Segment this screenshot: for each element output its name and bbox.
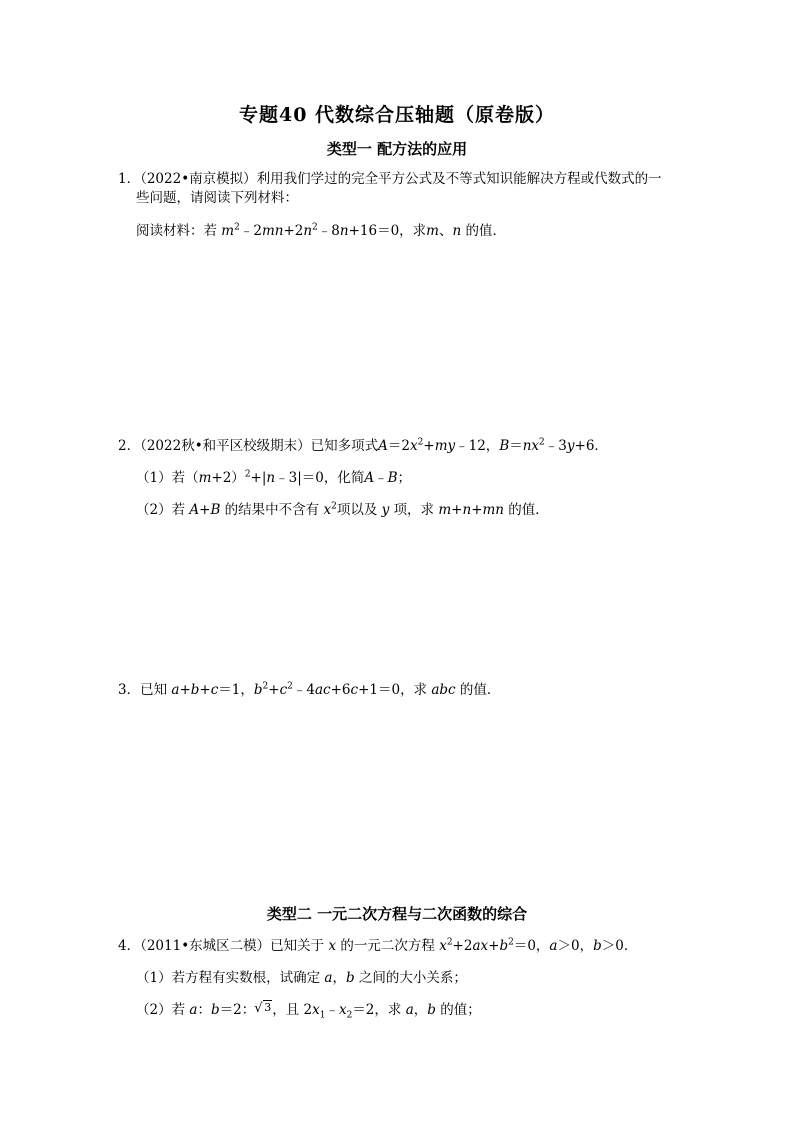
sqrt-3: √ $^3$ bbox=[255, 1001, 272, 1020]
question-source: （2022秋•和平区校级期末） bbox=[140, 438, 311, 454]
question-2-line-1: 2．（2022秋•和平区校级期末）已知多项式$A=2x^2+my﹣12$，$B=nx^2﹣3y+6$． bbox=[118, 437, 608, 454]
section-heading-type-1: 类型一 配方法的应用 bbox=[326, 140, 468, 158]
question-source: （2011•东城区二模） bbox=[140, 938, 271, 954]
question-1-material: 阅读材料：若 $m^2﹣2mn+2n^2﹣8n+16=0$，求m、n 的值． bbox=[136, 222, 506, 239]
section-heading-type-2: 类型二 一元二次方程与二次函数的综合 bbox=[266, 905, 528, 923]
question-1-line-1 bbox=[118, 170, 662, 188]
question-number: 3． bbox=[118, 682, 141, 698]
question-4-line-1: 4．（2011•东城区二模）已知关于 x 的一元二次方程 $x^2+2ax+b^2=0$，a＞0，b＞0． bbox=[118, 937, 638, 954]
question-3: 3．已知 a+b+c＝1，$b^2+c^2﹣4ac+6c+1=0$，求 abc 的值． bbox=[118, 681, 501, 698]
question-number: 1． bbox=[118, 171, 141, 187]
question-2-part-1: （1）若$(m+2)^2+|n﹣3|=0$，化简A﹣B； bbox=[136, 469, 412, 486]
question-text: 利用我们学过的完全平方公式及不等式知识能解决方程或代数式的一 bbox=[256, 171, 662, 187]
question-4-part-2: （2）若 a：b＝2：√ $^3$，且 $2x_1﹣x_2=2$，求 a，b 的值； bbox=[136, 1001, 481, 1020]
question-2-part-2: （2）若 A+B 的结果中不含有 $x^2$项以及 y 项，求 m+n+mn 的值． bbox=[136, 501, 549, 518]
question-number: 4． bbox=[118, 938, 141, 954]
question-4-part-1: （1）若方程有实数根，试确定 a，b 之间的大小关系； bbox=[136, 970, 467, 986]
question-number: 2． bbox=[118, 438, 141, 454]
question-source: （2022•南京模拟） bbox=[140, 171, 257, 187]
page-title: 专题40 代数综合压轴题（原卷版） bbox=[238, 104, 556, 126]
question-1-line-2: 些问题，请阅读下列材料： bbox=[136, 190, 298, 206]
